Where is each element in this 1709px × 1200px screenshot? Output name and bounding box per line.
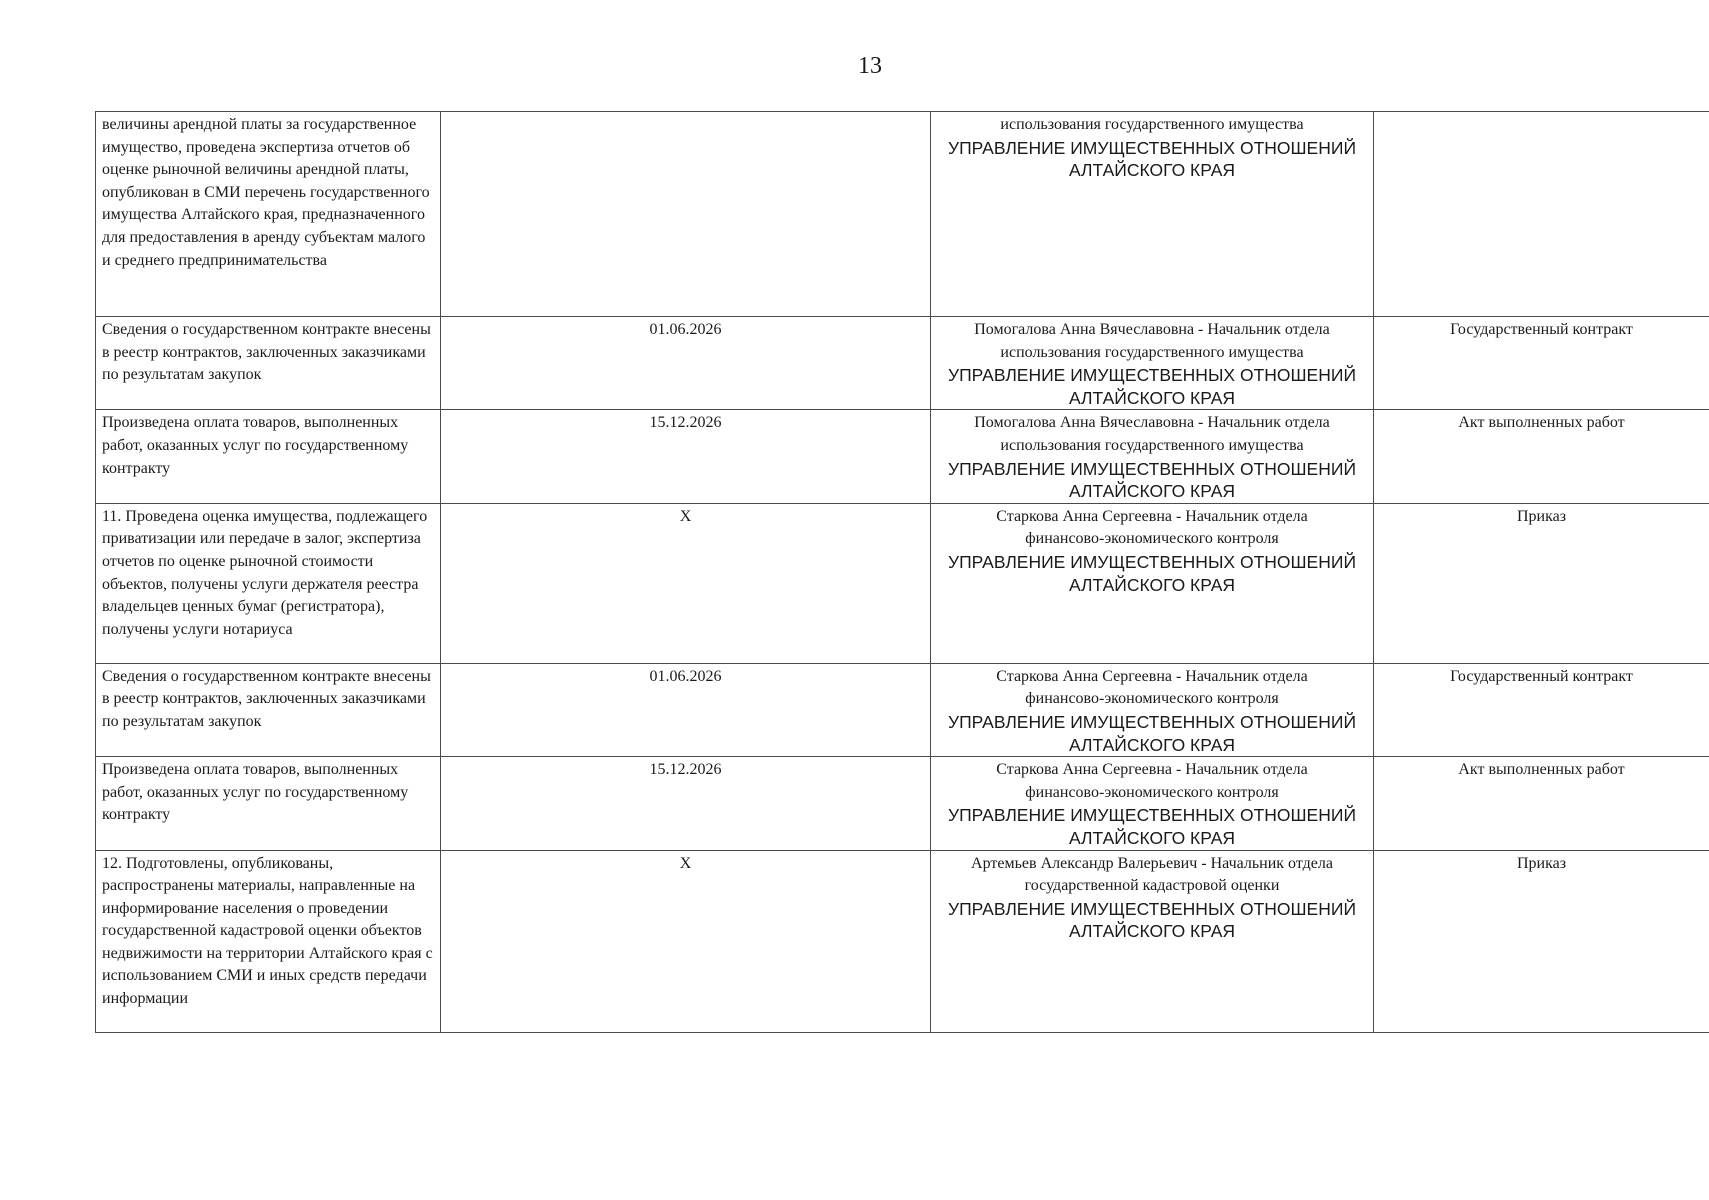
plan-table-body <box>96 112 1709 1033</box>
date-cell: 15.12.2026 <box>441 410 931 503</box>
responsible-cell <box>931 112 1374 317</box>
responsible-cell <box>931 317 1374 410</box>
table-row <box>96 317 1709 410</box>
date-cell: X <box>441 503 931 663</box>
responsible-department: УПРАВЛЕНИЕ ИМУЩЕСТВЕННЫХ ОТНОШЕНИЙ АЛТАЙСКОГО КРАЯ <box>947 551 1357 595</box>
table-row <box>96 850 1709 1032</box>
document-cell: Акт выполненных работ <box>1374 410 1709 503</box>
responsible-position: государственной кадастровой оценки <box>1024 877 1280 895</box>
responsible-position: финансово-экономического контроля <box>1025 783 1279 801</box>
responsible-cell <box>931 757 1374 850</box>
responsible-cell <box>931 663 1374 756</box>
responsible-position: использования государственного имущества <box>1000 116 1304 133</box>
responsible-cell <box>931 850 1374 1032</box>
event-cell: 12. Подготовлены, опубликованы, распространены материалы, направленные на информирование населения о проведении государственной кадастровой оценки объектов недвижимости на территории Алтайского края с использованием СМИ и иных средств передачи информации <box>96 850 441 1032</box>
table-row <box>96 663 1709 756</box>
table-row <box>96 112 1709 317</box>
responsible-person: Старкова Анна Сергеевна - Начальник отдела <box>996 761 1308 779</box>
responsible-cell <box>931 410 1374 503</box>
responsible-department: УПРАВЛЕНИЕ ИМУЩЕСТВЕННЫХ ОТНОШЕНИЙ АЛТАЙСКОГО КРАЯ <box>947 711 1357 755</box>
responsible-position: использования государственного имущества <box>1000 436 1304 454</box>
plan-table <box>95 111 1709 1033</box>
date-cell: X <box>441 850 931 1032</box>
responsible-person: Старкова Анна Сергеевна - Начальник отдела <box>996 507 1308 525</box>
responsible-person: Артемьев Александр Валерьевич - Начальник отдела <box>971 854 1333 872</box>
responsible-position: финансово-экономического контроля <box>1025 690 1279 708</box>
date-cell: 01.06.2026 <box>441 663 931 756</box>
event-cell: Произведена оплата товаров, выполненных работ, оказанных услуг по государственному контракту <box>96 757 441 850</box>
responsible-department: УПРАВЛЕНИЕ ИМУЩЕСТВЕННЫХ ОТНОШЕНИЙ АЛТАЙСКОГО КРАЯ <box>947 898 1357 942</box>
responsible-cell <box>931 503 1374 663</box>
table-row <box>96 757 1709 850</box>
event-cell: 11. Проведена оценка имущества, подлежащего приватизации или передаче в залог, экспертиза отчетов по оценке рыночной стоимости объектов, получены услуги держателя реестра владельцев ценных бумаг (регистратора), получены услуги нотариуса <box>96 503 441 663</box>
event-cell: Произведена оплата товаров, выполненных работ, оказанных услуг по государственному контракту <box>96 410 441 503</box>
responsible-department: УПРАВЛЕНИЕ ИМУЩЕСТВЕННЫХ ОТНОШЕНИЙ АЛТАЙСКОГО КРАЯ <box>947 805 1357 848</box>
table-row <box>96 410 1709 503</box>
event-cell: Сведения о государственном контракте внесены в реестр контрактов, заключенных заказчиками по результатам закупок <box>96 317 441 410</box>
responsible-department: УПРАВЛЕНИЕ ИМУЩЕСТВЕННЫХ ОТНОШЕНИЙ АЛТАЙСКОГО КРАЯ <box>947 137 1357 181</box>
document-cell: Государственный контракт <box>1374 663 1709 756</box>
table-row <box>96 503 1709 663</box>
document-cell: Приказ <box>1374 850 1709 1032</box>
document-cell: Приказ <box>1374 503 1709 663</box>
responsible-department: УПРАВЛЕНИЕ ИМУЩЕСТВЕННЫХ ОТНОШЕНИЙ АЛТАЙСКОГО КРАЯ <box>947 458 1357 502</box>
page-number: 13 <box>858 53 882 79</box>
event-cell: Сведения о государственном контракте внесены в реестр контрактов, заключенных заказчиками по результатам закупок <box>96 663 441 756</box>
responsible-person: Старкова Анна Сергеевна - Начальник отдела <box>996 667 1308 685</box>
date-cell: 01.06.2026 <box>441 317 931 410</box>
document-cell: Акт выполненных работ <box>1374 757 1709 850</box>
responsible-position: финансово-экономического контроля <box>1025 530 1279 548</box>
responsible-person: Помогалова Анна Вячеславовна - Начальник отдела <box>974 321 1330 338</box>
event-cell: величины арендной платы за государственное имущество, проведена экспертиза отчетов об оценке рыночной величины арендной платы, опубликован в СМИ перечень государственного имущества Алтайского края, предназначенного для предоставления в аренду субъектам малого и среднего предпринимательства <box>96 112 441 317</box>
date-cell <box>441 112 931 317</box>
document-cell: Государственный контракт <box>1374 317 1709 410</box>
responsible-department: УПРАВЛЕНИЕ ИМУЩЕСТВЕННЫХ ОТНОШЕНИЙ АЛТАЙСКОГО КРАЯ <box>947 365 1357 408</box>
document-cell <box>1374 112 1709 317</box>
responsible-person: Помогалова Анна Вячеславовна - Начальник отдела <box>974 414 1330 432</box>
date-cell: 15.12.2026 <box>441 757 931 850</box>
responsible-position: использования государственного имущества <box>1000 343 1304 361</box>
